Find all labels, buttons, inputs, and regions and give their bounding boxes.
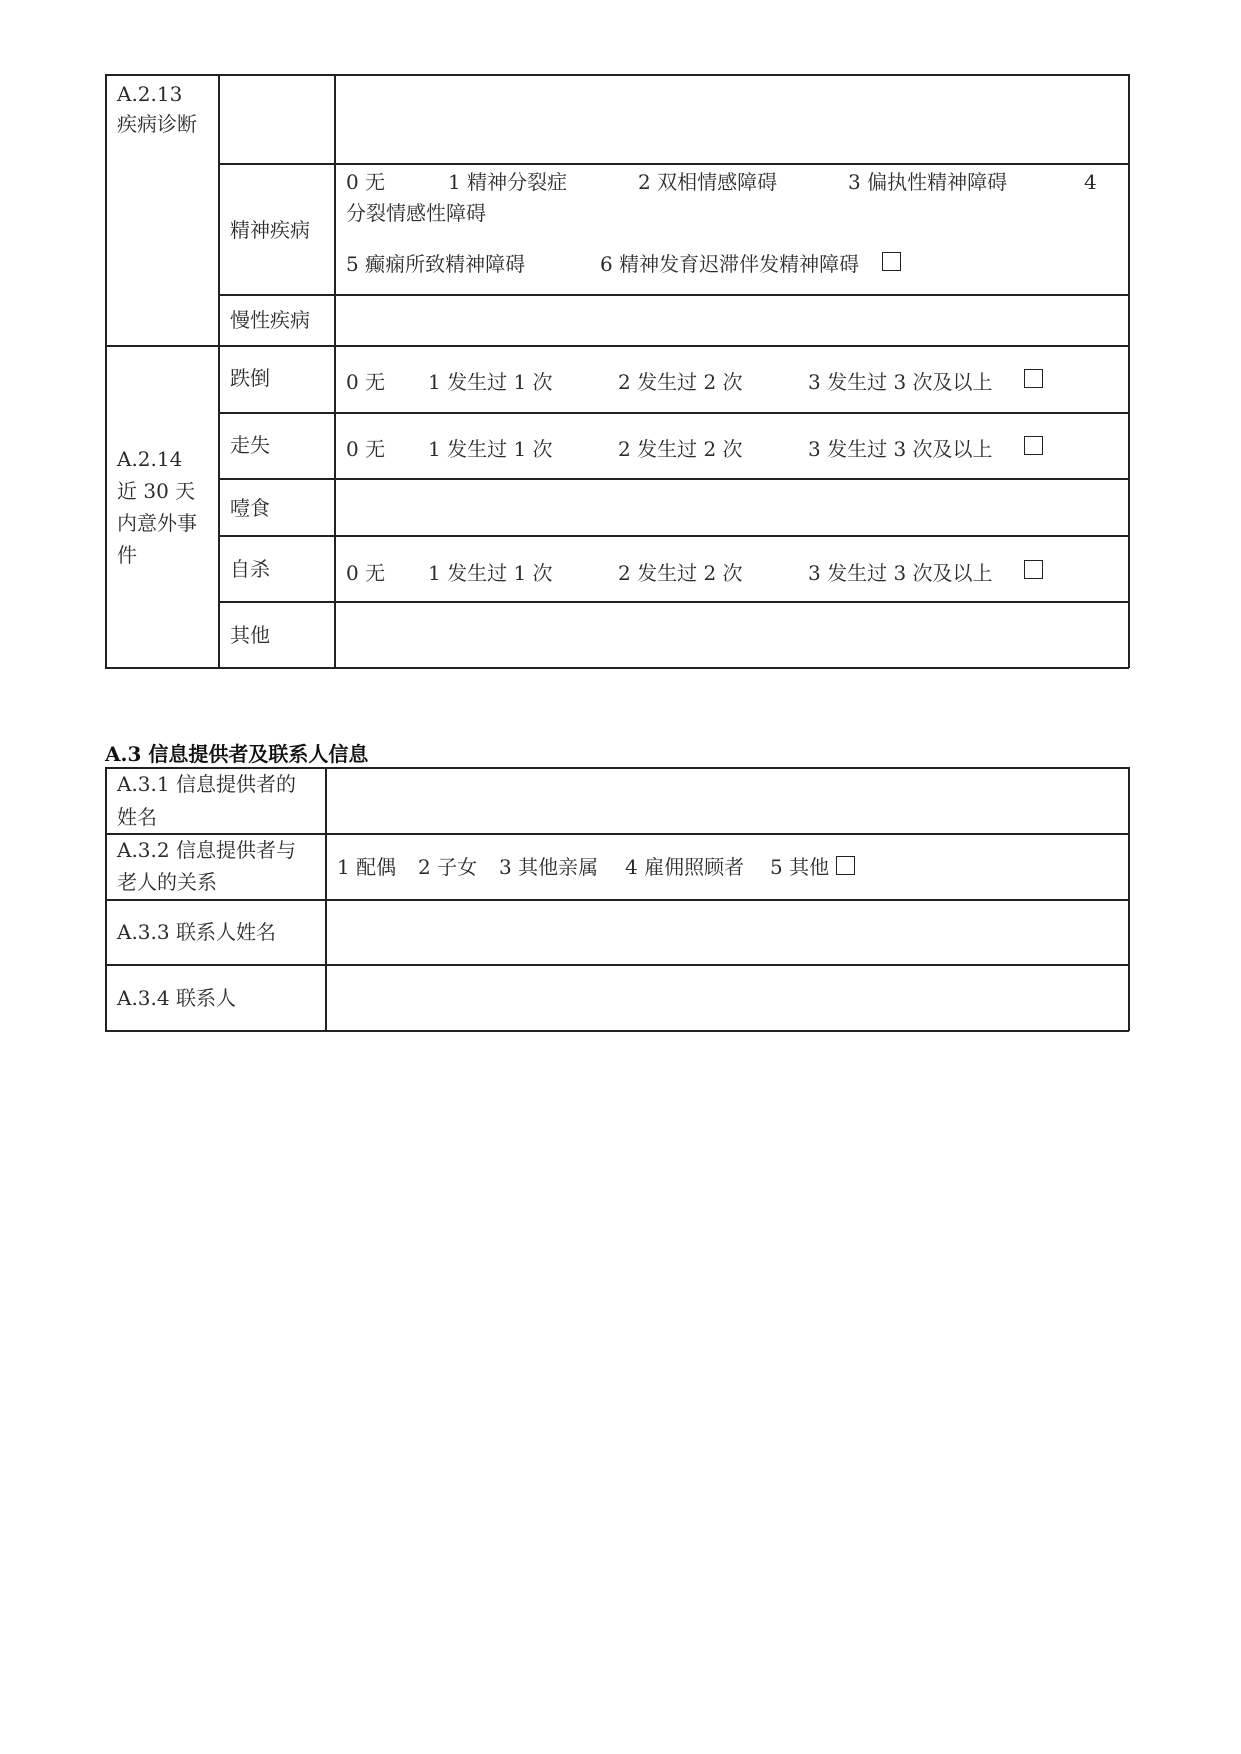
mental-illness-label: 精神疾病	[230, 218, 310, 242]
relation-option: 4 雇佣照顾者	[625, 855, 745, 879]
provider-name-label: A.3.1 信息提供者的	[117, 772, 296, 796]
suicide-option: 3 发生过 3 次及以上	[808, 561, 993, 585]
mental-option: 4	[1084, 170, 1097, 194]
a214-label-line: 内意外事	[117, 511, 197, 535]
table-border-top	[105, 74, 1129, 76]
fall-option: 1 发生过 1 次	[428, 370, 553, 394]
wandering-checkbox[interactable]	[1024, 436, 1043, 455]
fall-option: 3 发生过 3 次及以上	[808, 370, 993, 394]
chronic-disease-label: 慢性疾病	[230, 308, 310, 332]
relation-option: 5 其他	[770, 855, 830, 879]
choking-field[interactable]	[336, 480, 1126, 534]
row-divider	[218, 535, 1129, 537]
contact-field[interactable]	[328, 966, 1126, 1029]
mental-option: 2 双相情感障碍	[638, 170, 778, 194]
chronic-disease-field[interactable]	[336, 296, 1126, 344]
mental-option: 6 精神发育迟滞伴发精神障碍	[600, 252, 860, 276]
a214-label-line: A.2.14	[117, 447, 183, 471]
table-border-bottom	[105, 667, 1129, 669]
contact-name-field[interactable]	[328, 901, 1126, 963]
wandering-option: 1 发生过 1 次	[428, 437, 553, 461]
section-title-a3: A.3 信息提供者及联系人信息	[105, 742, 369, 766]
a214-label-line: 近 30 天	[117, 479, 196, 503]
table-border-right	[1128, 74, 1130, 668]
provider-name-label-cont: 姓名	[117, 805, 157, 829]
a214-label-line: 件	[117, 543, 137, 567]
contact-label: A.3.4 联系人	[117, 986, 236, 1010]
a213-code: A.2.13	[117, 82, 183, 106]
other-event-label: 其他	[230, 623, 270, 647]
other-event-field[interactable]	[336, 603, 1126, 666]
table-border-bottom	[105, 1030, 1129, 1032]
relation-option: 2 子女	[418, 855, 478, 879]
a213-label: 疾病诊断	[117, 112, 197, 136]
provider-name-field[interactable]	[328, 769, 1126, 832]
relation-option: 3 其他亲属	[499, 855, 599, 879]
column-divider	[325, 767, 327, 1031]
mental-illness-checkbox[interactable]	[882, 252, 901, 271]
mental-option-continued: 分裂情感性障碍	[346, 201, 486, 225]
suicide-label: 自杀	[230, 557, 270, 581]
mental-option: 0 无	[346, 170, 386, 194]
suicide-option: 2 发生过 2 次	[618, 561, 743, 585]
suicide-checkbox[interactable]	[1024, 560, 1043, 579]
provider-relation-label-cont: 老人的关系	[117, 870, 217, 894]
mental-option: 3 偏执性精神障碍	[848, 170, 1008, 194]
row-divider	[218, 412, 1129, 414]
wandering-option: 0 无	[346, 437, 386, 461]
mental-option: 5 癫痫所致精神障碍	[346, 252, 526, 276]
column-divider	[334, 74, 336, 668]
column-divider	[218, 74, 220, 668]
contact-name-label: A.3.3 联系人姓名	[117, 920, 276, 944]
mental-option: 1 精神分裂症	[448, 170, 568, 194]
wandering-label: 走失	[230, 433, 270, 457]
provider-relation-label: A.3.2 信息提供者与	[117, 838, 296, 862]
provider-relation-checkbox[interactable]	[836, 856, 855, 875]
suicide-option: 1 发生过 1 次	[428, 561, 553, 585]
fall-label: 跌倒	[230, 366, 270, 390]
fall-option: 0 无	[346, 370, 386, 394]
section-divider	[105, 345, 1129, 347]
relation-option: 1 配偶	[337, 855, 397, 879]
choking-label: 噎食	[230, 496, 270, 520]
table-border-left	[105, 767, 107, 1031]
wandering-option: 2 发生过 2 次	[618, 437, 743, 461]
wandering-option: 3 发生过 3 次及以上	[808, 437, 993, 461]
fall-checkbox[interactable]	[1024, 369, 1043, 388]
suicide-option: 0 无	[346, 561, 386, 585]
table-border-left	[105, 74, 107, 668]
table-border-right	[1128, 767, 1130, 1031]
row-divider	[218, 163, 1129, 165]
fall-option: 2 发生过 2 次	[618, 370, 743, 394]
